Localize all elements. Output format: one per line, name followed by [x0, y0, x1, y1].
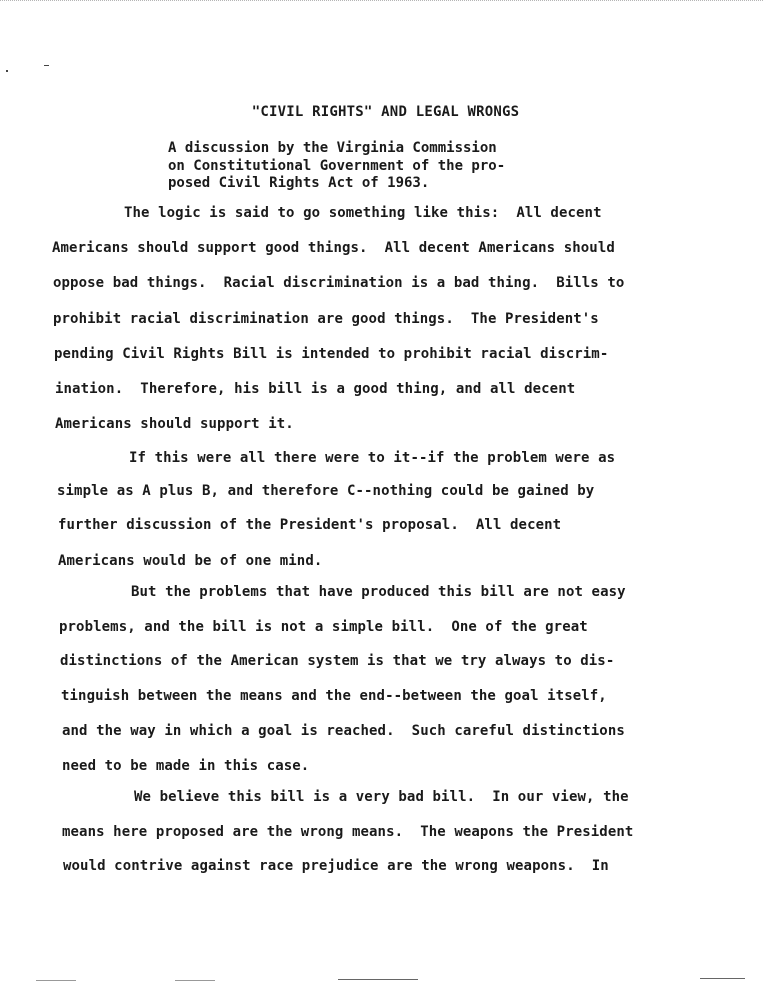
- document-title: "CIVIL RIGHTS" AND LEGAL WRONGS: [251, 104, 520, 120]
- text-line: pending Civil Rights Bill is intended to prohibit racial discrim-: [54, 346, 609, 362]
- document-abstract: [168, 140, 588, 193]
- scan-speck: [6, 70, 8, 72]
- text-line: Americans should support good things. All decent Americans should: [52, 240, 615, 256]
- text-line: ination. Therefore, his bill is a good thing, and all decent: [55, 381, 576, 397]
- text-line: tinguish between the means and the end--between the goal itself,: [61, 688, 607, 704]
- scan-mark: [36, 980, 76, 981]
- text-line: Americans would be of one mind.: [58, 553, 323, 569]
- scan-mark: [700, 978, 745, 979]
- text-line: distinctions of the American system is that we try always to dis-: [60, 653, 615, 669]
- text-line: and the way in which a goal is reached. Such careful distinctions: [62, 723, 625, 739]
- abstract-line: on Constitutional Government of the pro-: [168, 157, 506, 174]
- text-line: further discussion of the President's proposal. All decent: [58, 517, 562, 533]
- abstract-line: posed Civil Rights Act of 1963.: [168, 175, 430, 191]
- scan-mark: [175, 980, 215, 981]
- text-line: We believe this bill is a very bad bill. In our view, the: [134, 789, 629, 805]
- text-line: Americans should support it.: [55, 416, 294, 432]
- text-line: would contrive against race prejudice are the wrong weapons. In: [63, 858, 609, 874]
- text-line: simple as A plus B, and therefore C--nothing could be gained by: [57, 483, 595, 499]
- text-line: need to be made in this case.: [62, 758, 310, 774]
- text-line: prohibit racial discrimination are good things. The President's: [53, 311, 599, 327]
- scan-top-edge: [0, 0, 763, 3]
- abstract-line: A discussion by the Virginia Commission: [168, 140, 497, 156]
- scan-mark: [338, 979, 418, 980]
- text-line: But the problems that have produced this bill are not easy: [131, 584, 626, 600]
- scan-speck: [44, 65, 49, 66]
- text-line: means here proposed are the wrong means. The weapons the President: [62, 824, 634, 840]
- text-line: The logic is said to go something like this: All decent: [124, 205, 602, 221]
- text-line: problems, and the bill is not a simple bill. One of the great: [59, 619, 588, 635]
- text-line: oppose bad things. Racial discrimination is a bad thing. Bills to: [53, 275, 625, 291]
- text-line: If this were all there were to it--if the problem were as: [129, 450, 616, 466]
